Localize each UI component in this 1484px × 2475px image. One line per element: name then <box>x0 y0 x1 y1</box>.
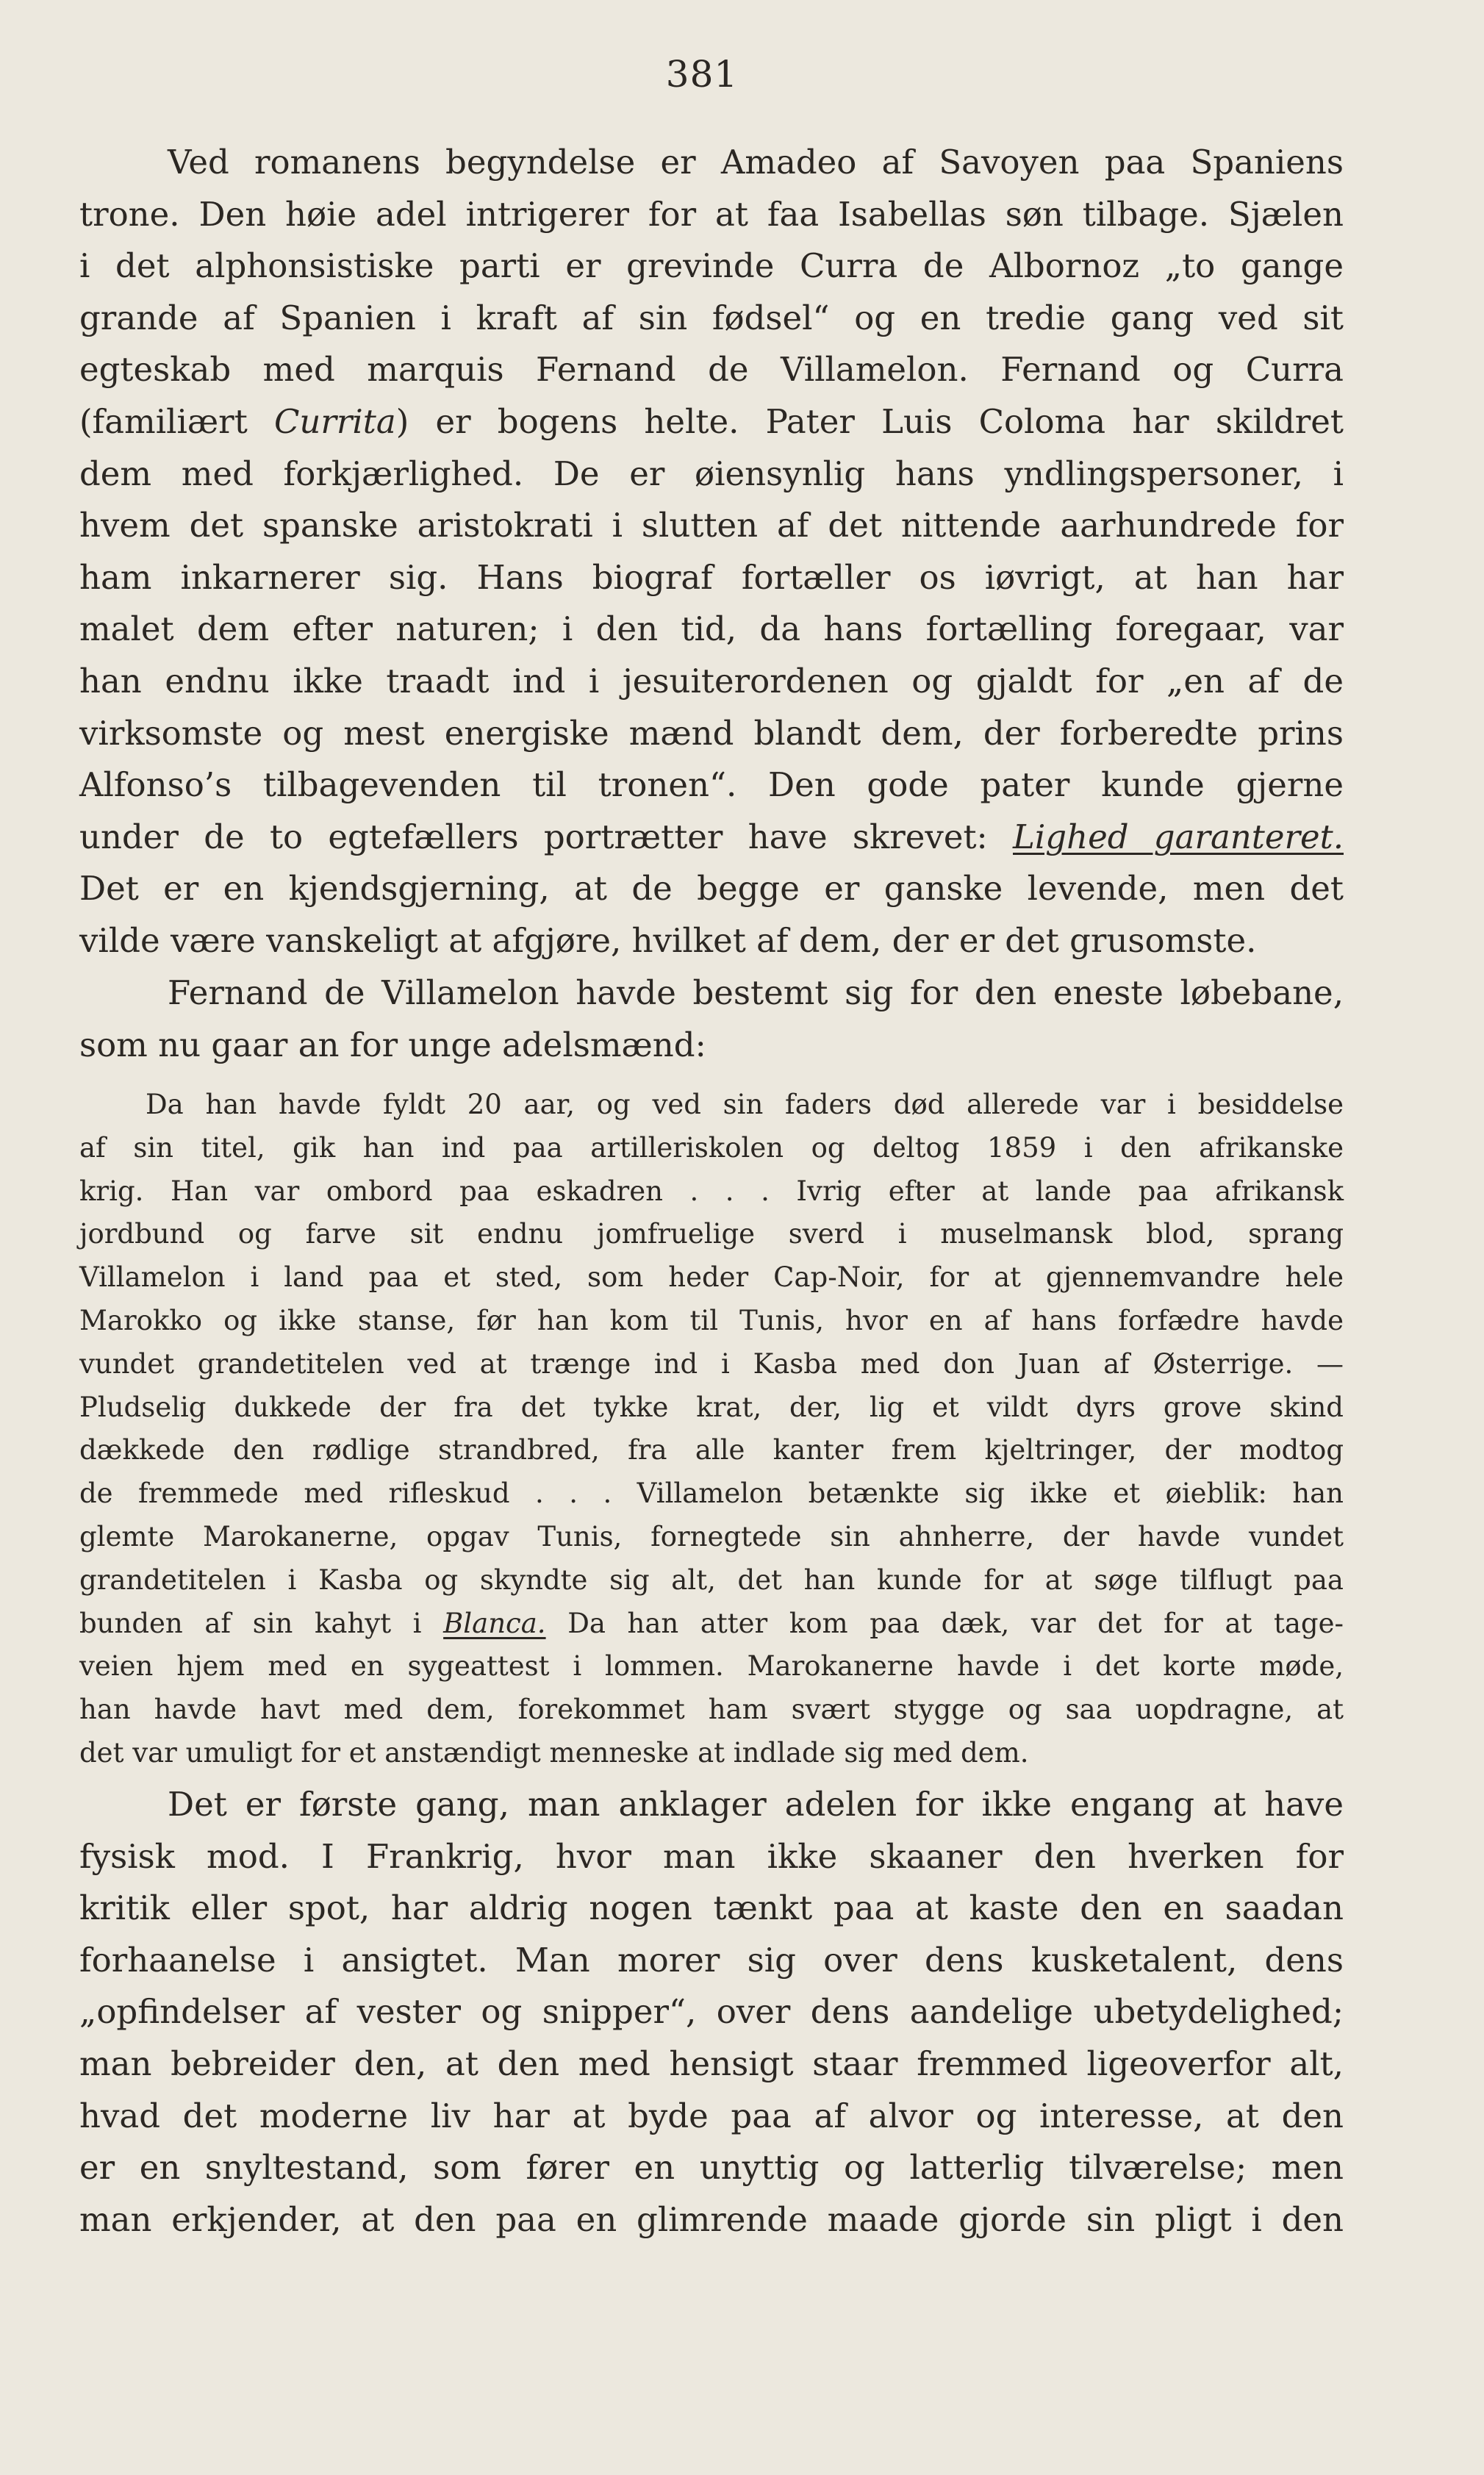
text-line: fysisk mod. I Frankrig, hvor man ikke skaaner den hverken for <box>79 1836 1344 1876</box>
text-fragment: under de to egtefællers portrætter have skrevet: <box>79 817 988 856</box>
text-line <box>79 812 1344 864</box>
quote-line: de fremmede med rifleskud . . . Villamelon betænkte sig ikke et øieblik: han <box>79 1478 1344 1510</box>
text-fragment: (familiært <box>79 401 248 441</box>
emphasis-currita: Currita <box>273 401 396 441</box>
text-line: dem med forkjærlighed. De er øiensynlig hans yndlingspersoner, i <box>79 454 1344 493</box>
text-line: grande af Spanien i kraft af sin fødsel“ og en tredie gang ved sit <box>79 298 1344 337</box>
text-line: som nu gaar an for unge adelsmænd: <box>79 1025 706 1064</box>
quote-line: jordbund og farve sit endnu jomfruelige sverd i muselmansk blod, sprang <box>79 1218 1344 1250</box>
quote-line: krig. Han var ombord paa eskadren . . . Ivrig efter at lande paa afrikansk <box>79 1175 1344 1207</box>
text-line: vilde være vanskeligt at afgjøre, hvilket af dem, der er det grusomste. <box>79 920 1257 960</box>
text-line: hvem det spanske aristokrati i slutten af det nittende aarhundrede for <box>79 506 1344 545</box>
text-line: ham inkarnerer sig. Hans biograf fortæller os iøvrigt, at han har <box>79 557 1344 597</box>
text-line: hvad det moderne liv har at byde paa af alvor og interesse, at den <box>79 2096 1344 2135</box>
text-line: virksomste og mest energiske mænd blandt dem, der forberedte prins <box>79 713 1344 753</box>
text-line: forhaanelse i ansigtet. Man morer sig over dens kusketalent, dens <box>79 1940 1344 1980</box>
quote-line <box>79 1602 1344 1646</box>
paragraph-2 <box>79 967 1344 1071</box>
quote-line: Da han havde fyldt 20 aar, og ved sin faders død allerede var i besiddelse <box>146 1089 1344 1120</box>
quote-line: af sin titel, gik han ind paa artilleriskolen og deltog 1859 i den afrikanske <box>79 1131 1344 1164</box>
quote-line: Villamelon i land paa et sted, som heder Cap-Noir, for at gjennemvandre hele <box>79 1261 1344 1294</box>
text-line: man erkjender, at den paa en glimrende maade gjorde sin pligt i den <box>79 2199 1344 2239</box>
text-line: man bebreider den, at den med hensigt staar fremmed ligeoverfor alt, <box>79 2044 1344 2083</box>
block-quote <box>79 1084 1344 1775</box>
text-line: Fernand de Villamelon havde bestemt sig for den eneste løbebane, <box>168 973 1344 1012</box>
text-line: han endnu ikke traadt ind i jesuiterordenen og gjaldt for „en af de <box>79 661 1344 701</box>
text-line: Det er første gang, man anklager adelen for ikke engang at have <box>168 1785 1344 1824</box>
paragraph-3 <box>79 1779 1344 2246</box>
quote-line: det var umuligt for et anstændigt menneske at indlade sig med dem. <box>79 1736 1029 1769</box>
quote-line: dækkede den rødlige strandbred, fra alle kanter frem kjeltringer, der modtog <box>79 1434 1344 1466</box>
quote-line: glemte Marokanerne, opgav Tunis, fornegtede sin ahnherre, der havde vundet <box>79 1520 1344 1552</box>
text-line: „opfindelser af vester og snipper“, over dens aandelige ubetydelighed; <box>79 1992 1344 2032</box>
text-line: malet dem efter naturen; i den tid, da hans fortælling foregaar, var <box>79 609 1344 649</box>
quote-line: grandetitelen i Kasba og skyndte sig alt, det han kunde for at søge tilflugt paa <box>79 1564 1344 1596</box>
paragraph-1 <box>79 137 1344 967</box>
text-line: egteskab med marquis Fernand de Villamelon. Fernand og Curra <box>79 350 1344 390</box>
quote-line: Pludselig dukkede der fra det tykke krat, der, lig et vildt dyrs grove skind <box>79 1391 1344 1423</box>
quote-line: han havde havt med dem, forekommet ham svært stygge og saa uopdragne, at <box>79 1694 1344 1726</box>
quote-line: Marokko og ikke stanse, før han kom til Tunis, hvor en af hans forfædre havde <box>79 1304 1344 1336</box>
text-line: Alfonso’s tilbagevenden til tronen“. Den gode pater kunde gjerne <box>79 765 1344 805</box>
emphasis-lighed-garanteret: Lighed garanteret. <box>1013 817 1344 856</box>
text-line: i det alphonsistiske parti er grevinde Curra de Albornoz „to gange <box>79 246 1344 286</box>
text-line: trone. Den høie adel intrigerer for at faa Isabellas søn tilbage. Sjælen <box>79 194 1344 234</box>
text-fragment: ) er bogens helte. Pater Luis Coloma har skildret <box>395 401 1344 441</box>
page-number: 381 <box>665 53 739 96</box>
text-fragment: bunden af sin kahyt i <box>79 1607 422 1639</box>
text-line <box>79 396 1344 448</box>
quote-line: vundet grandetitelen ved at trænge ind i Kasba med don Juan af Østerrige. — <box>79 1347 1344 1380</box>
quote-line: veien hjem med en sygeattest i lommen. Marokanerne havde i det korte møde, <box>79 1650 1344 1683</box>
text-line: kritik eller spot, har aldrig nogen tænkt paa at kaste den en saadan <box>79 1888 1344 1928</box>
text-line: Ved romanens begyndelse er Amadeo af Savoyen paa Spaniens <box>168 143 1344 182</box>
text-fragment: Da han atter kom paa dæk, var det for at tage- <box>567 1607 1344 1639</box>
emphasis-blanca: Blanca. <box>443 1607 546 1639</box>
text-line: Det er en kjendsgjerning, at de begge er ganske levende, men det <box>79 869 1344 909</box>
text-line: er en snyltestand, som fører en unyttig og latterlig tilværelse; men <box>79 2148 1344 2188</box>
